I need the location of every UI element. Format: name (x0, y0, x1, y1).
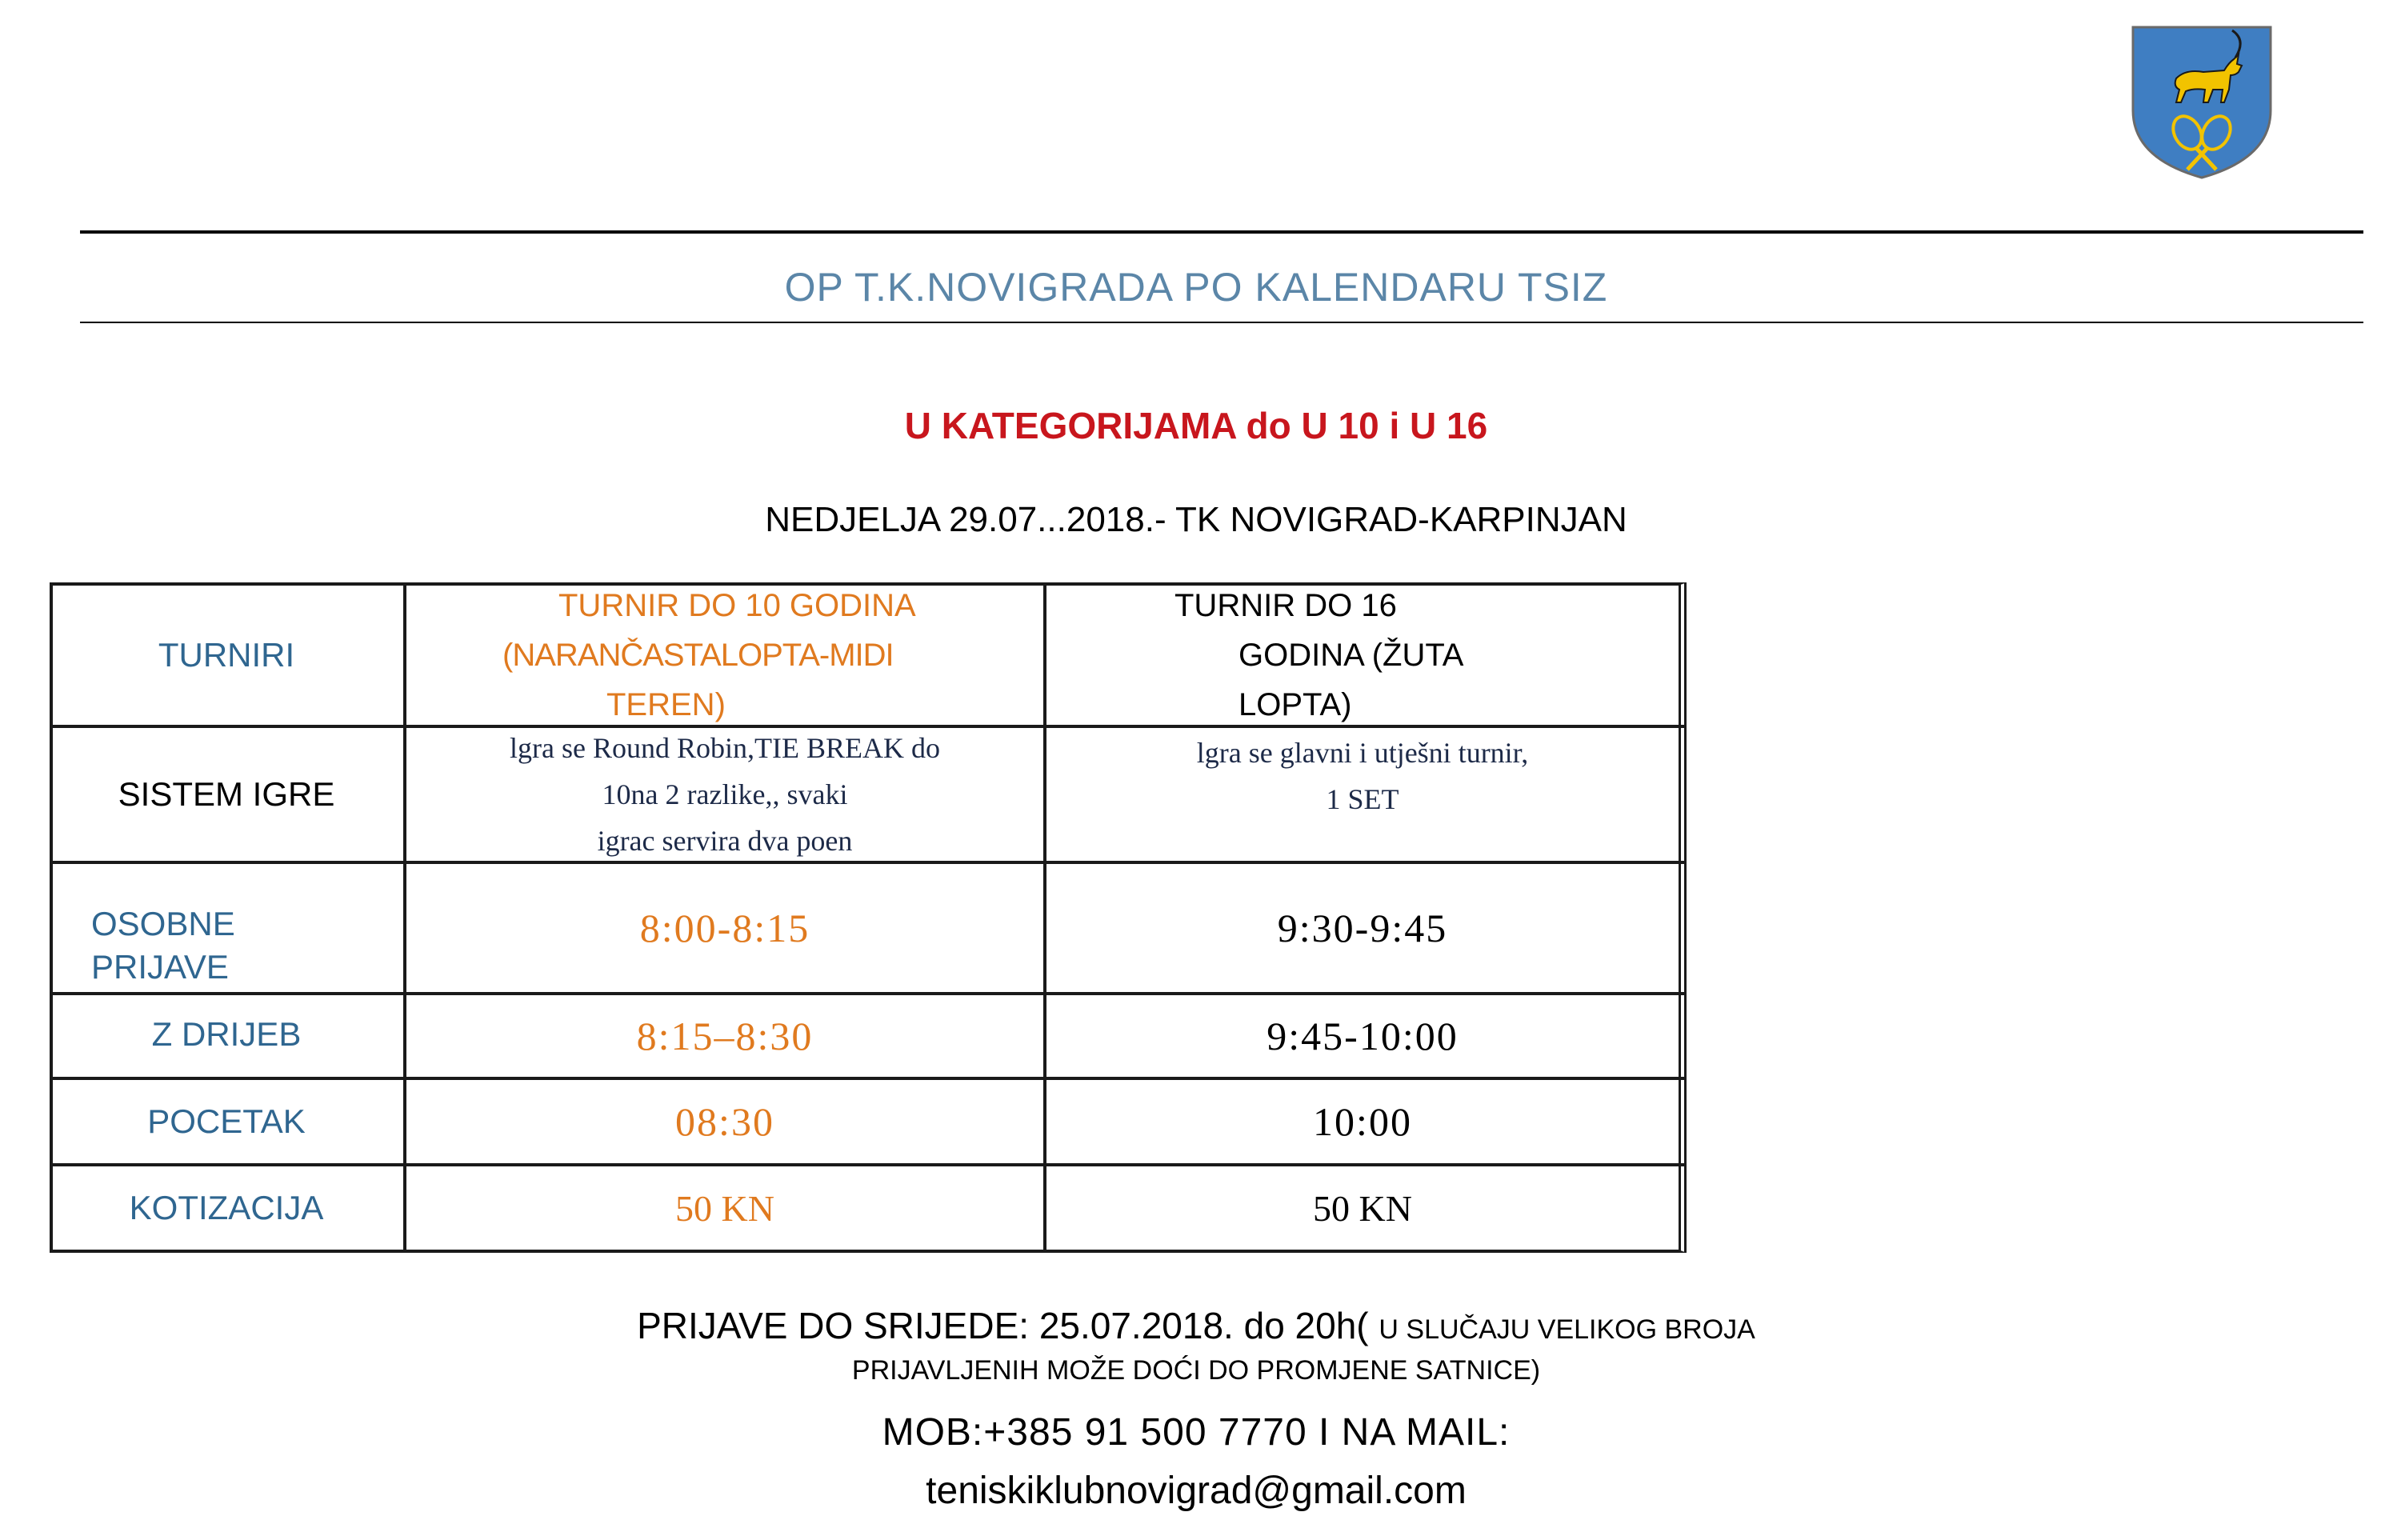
table-row-label (50, 728, 403, 861)
u16-registration-value: 9:30-9:45 (1277, 906, 1448, 950)
header-rule-top (80, 230, 2363, 234)
deadline-note-continued: PRIJAVLJENIH MOŽE DOĆI DO PROMJENE SATNICE) (851, 1355, 1541, 1386)
u10-draw-value: 8:15–8:30 (636, 1014, 814, 1058)
u16-system-line: 1 SET (1326, 783, 1399, 815)
u10-system-line: 10na 2 razlike,, svaki (602, 778, 848, 810)
u16-draw-value: 9:45-10:00 (1267, 1014, 1459, 1058)
contact-phone: MOB:+385 91 500 7770 I NA MAIL: (882, 1411, 1511, 1454)
row-label-kotizacija: KOTIZACIJA (129, 1189, 324, 1226)
u10-fee (406, 1166, 1043, 1250)
u10-tournament-line: TURNIR DO 10 GODINA (558, 588, 916, 623)
row-label-turniri: TURNIRI (158, 636, 295, 674)
u16-tournament-line: TURNIR DO 16 (1174, 588, 1397, 623)
row-label-osobne-prijave: PRIJAVE (91, 948, 229, 986)
u10-start-time (406, 1080, 1043, 1163)
row-label-osobne-prijave: OSOBNE (91, 905, 235, 942)
registration-deadline (80, 1304, 2312, 1347)
u16-start-value: 10:00 (1313, 1099, 1412, 1144)
category-subtitle: U KATEGORIJAMA do U 10 i U 16 (904, 405, 1488, 446)
u16-system-line: lgra se glavni i utješni turnir, (1196, 737, 1529, 769)
u16-registration-time (1046, 864, 1679, 992)
u10-registration-time (406, 864, 1043, 992)
contact-email[interactable]: teniskiklubnovigrad@gmail.com (926, 1470, 1467, 1512)
row-label-zdrijeb: Z DRIJEB (151, 1015, 302, 1053)
deadline-note: U SLUČAJU VELIKOG BROJA (1379, 1314, 1755, 1345)
u10-tournament-line: (NARANČASTALOPTA-MIDI (502, 638, 894, 673)
table-row-label (50, 995, 403, 1077)
header-rule-bottom (80, 322, 2363, 323)
u10-tournament-cell (406, 586, 1043, 725)
u16-tournament-line: LOPTA) (1239, 687, 1352, 722)
u10-system-cell (406, 728, 1043, 861)
club-crest-icon (2130, 22, 2274, 181)
row-label-sistem-igre: SISTEM IGRE (118, 775, 335, 813)
row-label-pocetak: POCETAK (147, 1102, 306, 1140)
u10-draw-time (406, 995, 1043, 1077)
u16-draw-time (1046, 995, 1679, 1077)
u10-registration-value: 8:00-8:15 (639, 906, 810, 950)
u16-tournament-cell (1046, 586, 1679, 725)
u10-system-line: lgra se Round Robin,TIE BREAK do (510, 732, 940, 764)
u10-start-value: 08:30 (675, 1099, 774, 1144)
deadline-text: PRIJAVE DO SRIJEDE: 25.07.2018. do 20h( (637, 1305, 1369, 1346)
u16-start-time (1046, 1080, 1679, 1163)
table-row-label (50, 1080, 403, 1163)
u16-tournament-line: GODINA (ŽUTA (1239, 638, 1464, 673)
u16-fee-value: 50 KN (1313, 1187, 1412, 1229)
u16-system-cell (1046, 728, 1679, 861)
table-row-label (50, 1166, 403, 1250)
u16-fee (1046, 1166, 1679, 1250)
table-row-label (50, 864, 403, 992)
event-dateline: NEDJELJA 29.07...2018.- TK NOVIGRAD-KARPINJAN (765, 500, 1627, 539)
u10-fee-value: 50 KN (675, 1187, 774, 1229)
u10-system-line: igrac servira dva poen (597, 825, 853, 857)
table-row-label (50, 586, 403, 725)
page-title: OP T.K.NOVIGRADA PO KALENDARU TSIZ (784, 265, 1608, 310)
u10-tournament-line: TEREN) (606, 687, 726, 722)
